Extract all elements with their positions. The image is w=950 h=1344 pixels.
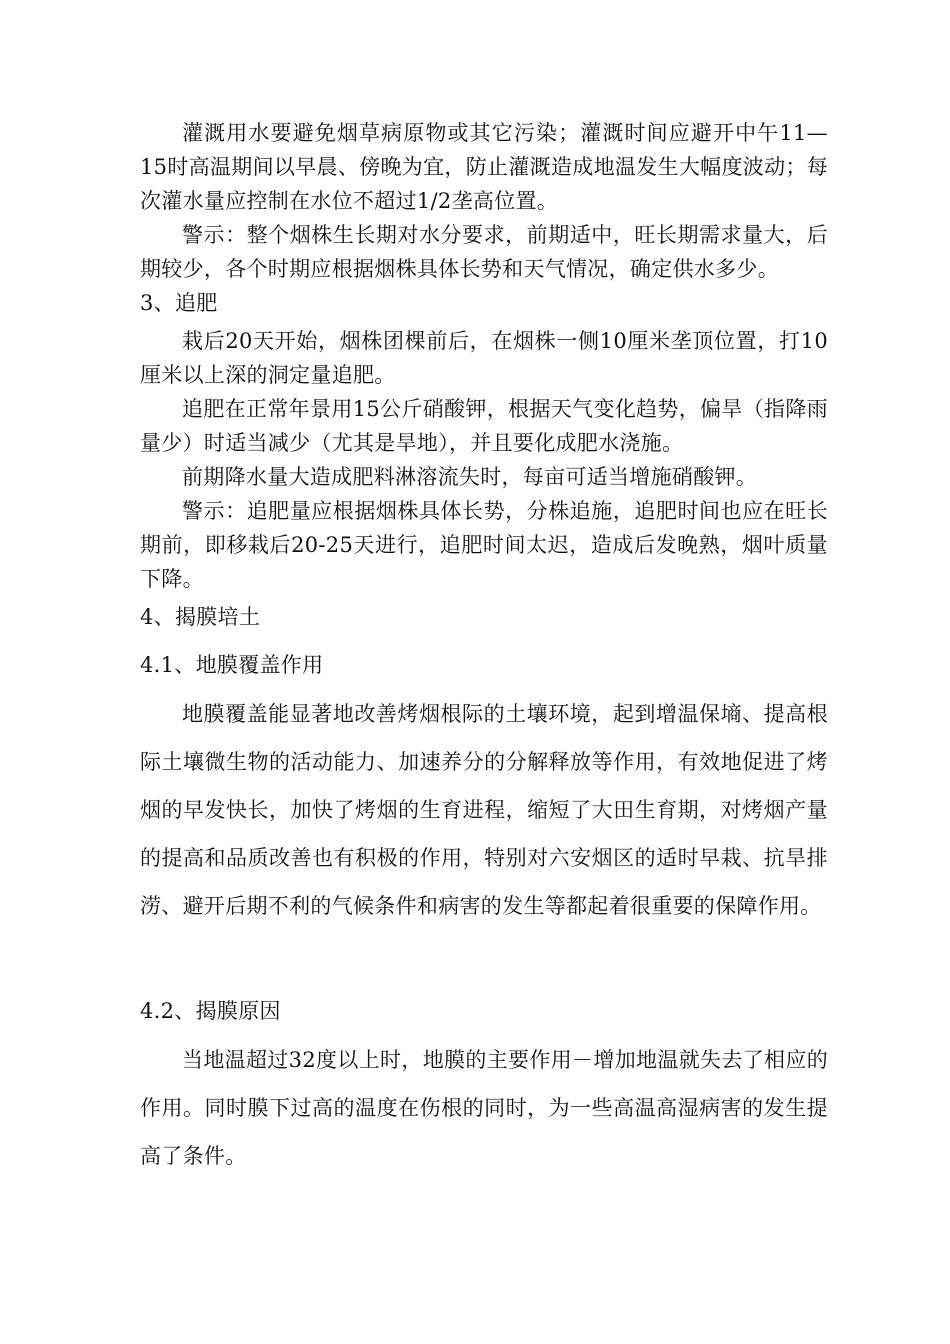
paragraph-irrigation-water: 灌溉用水要避免烟草病原物或其它污染；灌溉时间应避开中午11—15时高温期间以早晨、傍晚为宜，防止灌溉造成地温发生大幅度波动；每次灌水量应控制在水位不超过1/2垄高位置。 bbox=[140, 121, 828, 213]
heading-topdressing: 3、追肥 bbox=[140, 291, 218, 315]
paragraph-irrigation-warning: 警示：整个烟株生长期对水分要求，前期适中，旺长期需求量大，后期较少，各个时期应根据烟株具体长势和天气情况，确定供水多少。 bbox=[140, 223, 828, 281]
paragraph-topdressing-rain: 前期降水量大造成肥料淋溶流失时，每亩可适当增施硝酸钾。 bbox=[182, 465, 758, 489]
heading-film-function: 4.1、地膜覆盖作用 bbox=[140, 653, 324, 677]
heading-film-removal-reason: 4.2、揭膜原因 bbox=[140, 999, 281, 1023]
paragraph-topdressing-amount: 追肥在正常年景用15公斤硝酸钾，根据天气变化趋势，偏旱（指降雨量少）时适当减少（尤其是旱地），并且要化成肥水浇施。 bbox=[140, 397, 828, 455]
heading-film-removal: 4、揭膜培土 bbox=[140, 605, 261, 629]
paragraph-film-function: 地膜覆盖能显著地改善烤烟根际的土壤环境，起到增温保墒、提高根际土壤微生物的活动能力、加速养分的分解释放等作用，有效地促进了烤烟的早发快长，加快了烤烟的生育进程，缩短了大田生育期，对烤烟产量的提高和品质改善也有积极的作用，特别对六安烟区的适时早栽、抗旱排涝、避开后期不利的气候条件和病害的发生等都起着很重要的保障作用。 bbox=[140, 702, 828, 918]
paragraph-topdressing-timing: 栽后20天开始，烟株团棵前后，在烟株一侧10厘米垄顶位置，打10厘米以上深的洞定量追肥。 bbox=[140, 329, 828, 387]
paragraph-topdressing-warning: 警示：追肥量应根据烟株具体长势，分株追施，追肥时间也应在旺长期前，即移栽后20-25天进行，追肥时间太迟，造成后发晚熟，烟叶质量下降。 bbox=[140, 499, 828, 591]
paragraph-film-removal-reason: 当地温超过32度以上时，地膜的主要作用－增加地温就失去了相应的作用。同时膜下过高的温度在伤根的同时，为一些高温高湿病害的发生提高了条件。 bbox=[140, 1048, 828, 1168]
